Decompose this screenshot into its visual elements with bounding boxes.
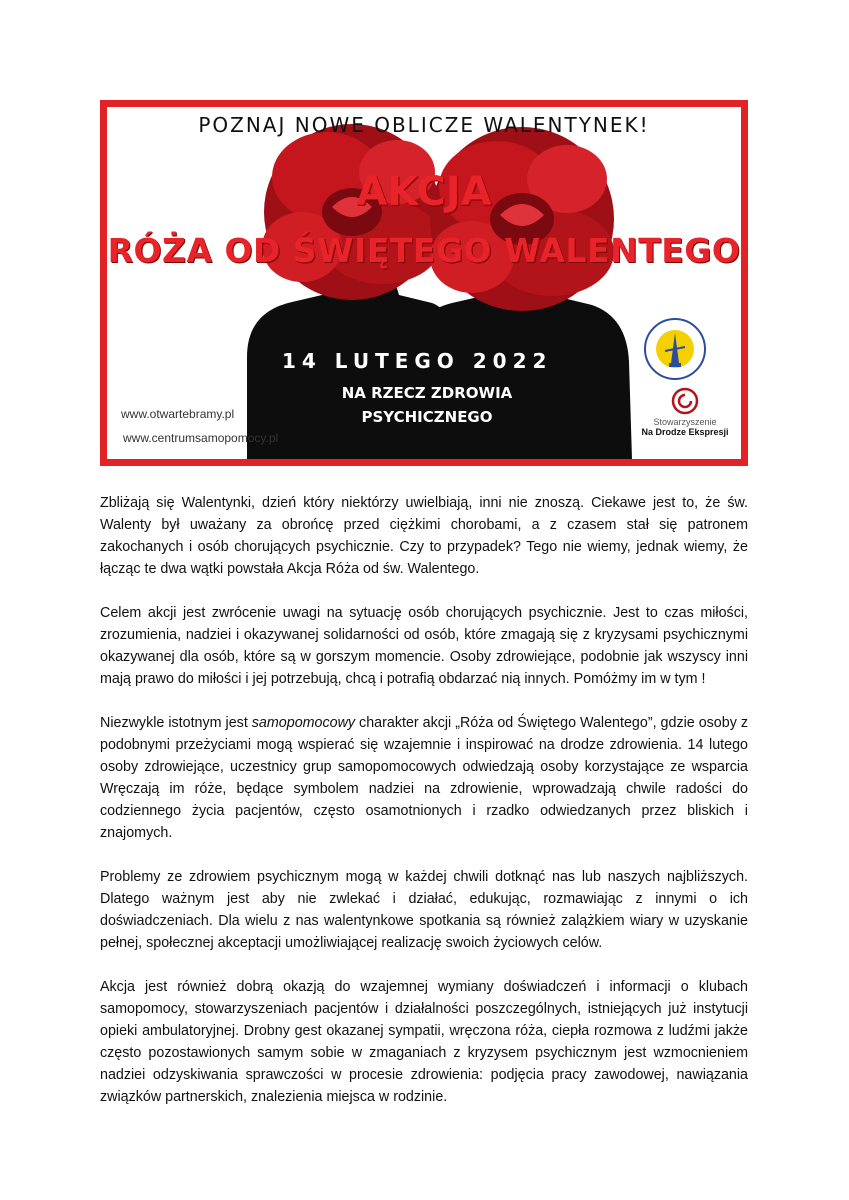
paragraph-4: Problemy ze zdrowiem psychicznym mogą w każdej chwili dotknąć nas lub naszych najbliższych. Dlatego ważnym jest aby nie zwlekać i działać, edukując, rozmawiając z innymi o ich doświadczeniach. Dla wielu z nas walentynkowe spotkania są również zalążkiem wiary w uzyskanie pełnej, społecznej akceptacji umożliwiającej realizację swoich życiowych celów. bbox=[100, 869, 748, 951]
poster-cause-line2: PSYCHICZNEGO bbox=[361, 408, 493, 426]
paragraph-5: Akcja jest również dobrą okazją do wzajemnej wymiany doświadczeń i informacji o klubach samopomocy, stowarzyszeniach pacjentów i działalności poszczególnych, istniejących już instytucji opieki ambulatoryjnej. Drobny gest okazanej sympatii, wręczona róża, ciepła rozmowa z ludźmi jakże często pozostawionych samym sobie w zmaganiach z kryzysem psychicznym jest wzmocnieniem nadziei odzyskiwania sprawczości w procesie zdrowienia: podjęcia pracy zawodowej, nawiązania związków partnerskich, znalezienia miejsca w rodzinie. bbox=[100, 979, 748, 1105]
poster-cause bbox=[322, 381, 532, 429]
stowarzyszenie-logo bbox=[635, 387, 735, 437]
sn-big-text: Na Drodze Ekspresji bbox=[641, 427, 729, 437]
spiral-icon bbox=[671, 387, 699, 415]
poster-title: RÓŻA OD ŚWIĘTEGO WALENTEGO bbox=[107, 231, 741, 270]
paragraph-3-emphasis: samopomocowy bbox=[251, 715, 356, 731]
poster-cause-line1: NA RZECZ ZDROWIA bbox=[341, 384, 513, 402]
paragraph-1: Zbliżają się Walentynki, dzień który niektórzy uwielbiają, inni nie znoszą. Ciekawe jest to, że św. Walenty był uważany za obrońcę przed ciężkimi chorobami, a z czasem stał się patronem zakochanych i osób chorujących psychicznie. Czy to przypadek? Tego nie wiemy, jednak wiemy, że łącząc te dwa wątki powstała Akcja Róża od św. Walentego. bbox=[100, 495, 748, 577]
paragraph-2: Celem akcji jest zwrócenie uwagi na sytuację osób chorujących psychicznie. Jest to czas miłości, zrozumienia, nadziei i okazywanej solidarności od osób, które zmagają się z kryzysami psychicznymi okazywanej dla osób, które są w gorszym momencie. Osoby zdrowiejące, podobnie jak wszyscy inni mają prawo do miłości i jej potrzebują, chcą i potrafią obdarzać nią innych. Pomóżmy im w tym ! bbox=[100, 605, 748, 687]
coalition-logo bbox=[643, 317, 707, 381]
poster-date: 14 LUTEGO 2022 bbox=[282, 349, 553, 373]
sn-small-text: Stowarzyszenie bbox=[653, 417, 717, 427]
poster-akcja: AKCJA bbox=[356, 169, 492, 215]
url-centrumsamopomocy[interactable]: www.centrumsamopomocy.pl bbox=[123, 431, 279, 445]
rose-right bbox=[430, 127, 614, 311]
poster-banner bbox=[100, 100, 748, 466]
article-body bbox=[100, 492, 748, 1130]
poster-headline: POZNAJ NOWE OBLICZE WALENTYNEK! bbox=[198, 113, 650, 137]
paragraph-3-start: Niezwykle istotnym jest bbox=[100, 715, 252, 731]
paragraph-3 bbox=[100, 712, 748, 844]
url-otwartebramy[interactable]: www.otwartebramy.pl bbox=[121, 407, 235, 421]
paragraph-3-rest: charakter akcji „Róża od Świętego Walentego”, gdzie osoby z podobnymi przeżyciami mogą wspierać się wzajemnie i inspirować na drodze zdrowienia. 14 lutego osoby zdrowiejące, uczestnicy grup samopomocowych odwiedzają osoby korzystające ze wsparcia Wręczają im róże, będące symbolem nadziei na zdrowienie, wprowadzają chwile radości do codziennego życia pacjentów, często osamotnionych i rzadko odwiedzanych przez bliskich i znajomych. bbox=[100, 715, 748, 841]
